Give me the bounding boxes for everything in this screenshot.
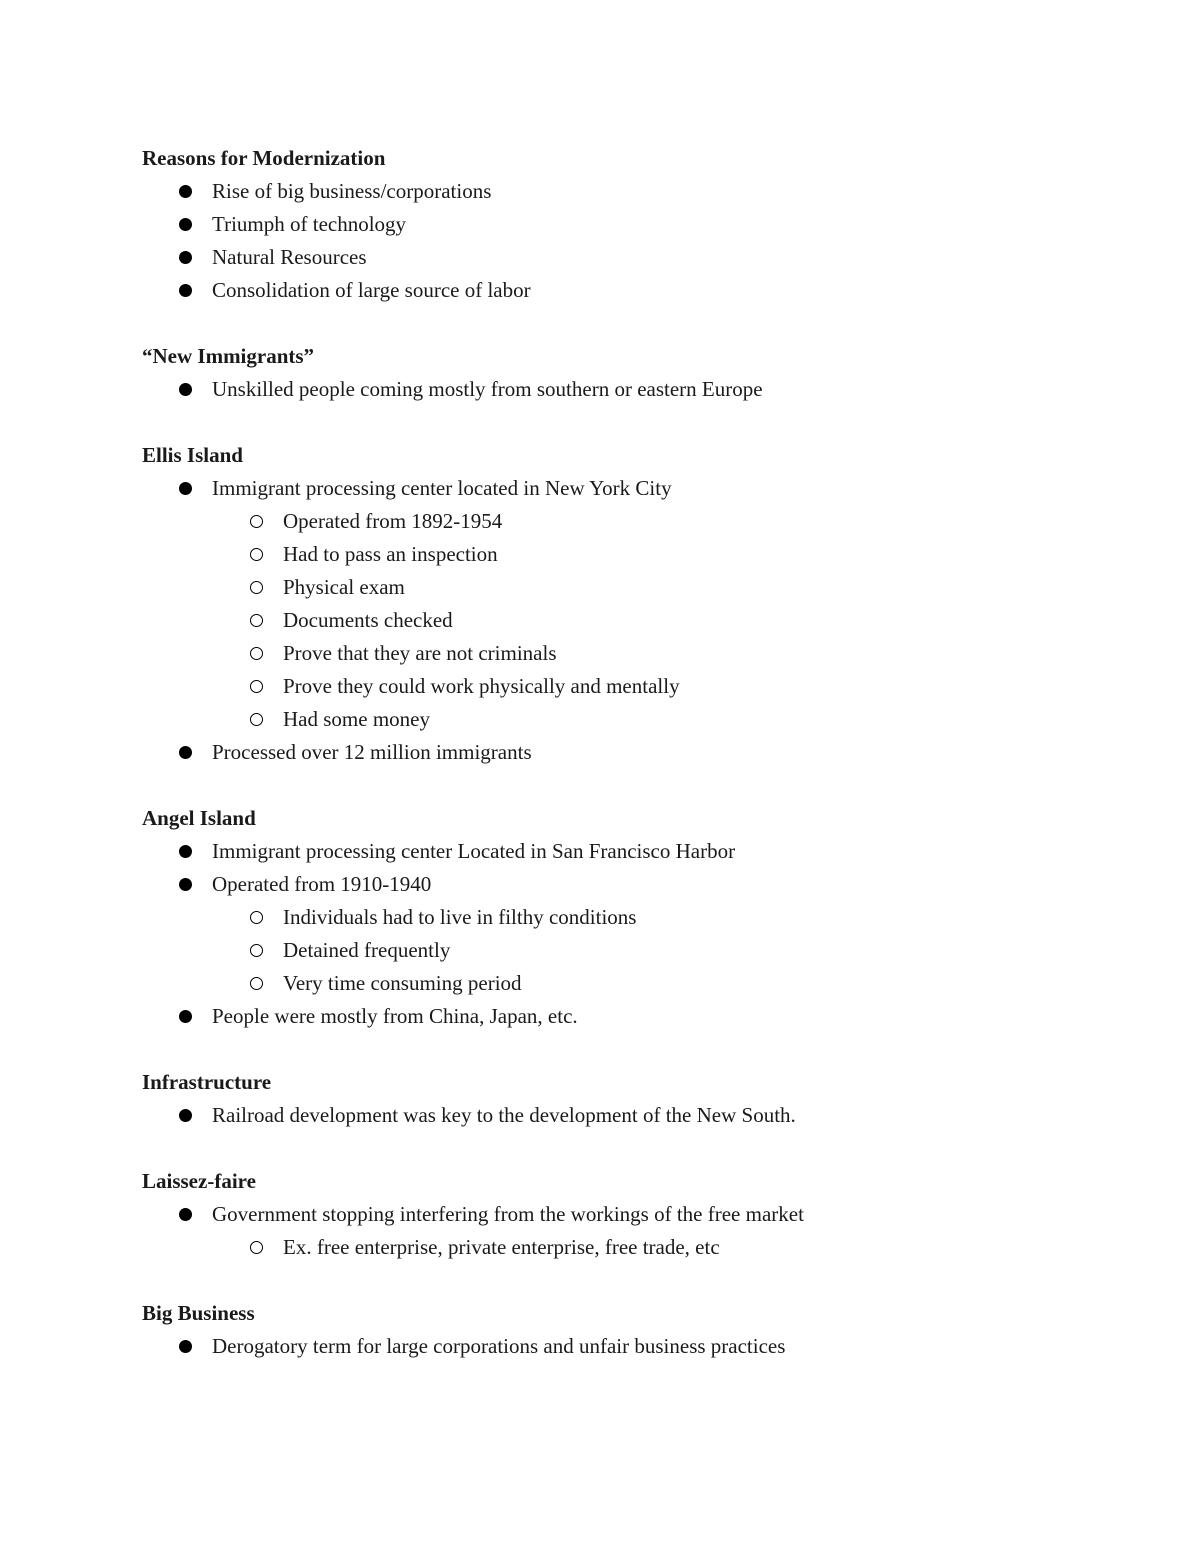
hollow-bullet-icon <box>250 713 263 726</box>
section-heading: Infrastructure <box>142 1070 272 1094</box>
list-item-text: Operated from 1910-1940 <box>212 872 432 896</box>
filled-bullet-icon <box>179 482 192 495</box>
section-ellis-island <box>142 439 1102 769</box>
list-item-text: Prove that they are not criminals <box>283 641 557 665</box>
hollow-bullet-icon <box>250 1241 263 1254</box>
hollow-bullet-icon <box>250 548 263 561</box>
section-heading: Ellis Island <box>142 443 243 467</box>
filled-bullet-icon <box>179 878 192 891</box>
hollow-bullet-icon <box>250 581 263 594</box>
filled-bullet-icon <box>179 251 192 264</box>
filled-bullet-icon <box>179 1208 192 1221</box>
filled-bullet-icon <box>179 845 192 858</box>
filled-bullet-icon <box>179 1010 192 1023</box>
sub-list-item <box>142 505 1102 538</box>
sub-list-item <box>142 703 1102 736</box>
hollow-bullet-icon <box>250 614 263 627</box>
hollow-bullet-icon <box>250 515 263 528</box>
list-item-text: Consolidation of large source of labor <box>212 278 531 302</box>
sub-list-item <box>142 604 1102 637</box>
list-item-text: Individuals had to live in filthy conditions <box>283 905 637 929</box>
list-item-text: Documents checked <box>283 608 453 632</box>
section-heading: Angel Island <box>142 806 256 830</box>
list-item-text: Very time consuming period <box>283 971 522 995</box>
list-item <box>142 1330 1102 1363</box>
list-item <box>142 835 1102 868</box>
hollow-bullet-icon <box>250 911 263 924</box>
list-item-text: People were mostly from China, Japan, etc. <box>212 1004 578 1028</box>
filled-bullet-icon <box>179 1109 192 1122</box>
filled-bullet-icon <box>179 1340 192 1353</box>
list-item-text: Government stopping interfering from the workings of the free market <box>212 1202 804 1226</box>
list-item <box>142 208 1102 241</box>
filled-bullet-icon <box>179 746 192 759</box>
list-item <box>142 472 1102 505</box>
sub-list-item <box>142 901 1102 934</box>
list-item-text: Processed over 12 million immigrants <box>212 740 532 764</box>
list-item <box>142 1000 1102 1033</box>
filled-bullet-icon <box>179 383 192 396</box>
list-item-text: Railroad development was key to the development of the New South. <box>212 1103 796 1127</box>
list-item <box>142 868 1102 901</box>
sub-list-item <box>142 670 1102 703</box>
section-new-immigrants <box>142 340 1102 406</box>
hollow-bullet-icon <box>250 680 263 693</box>
list-item-text: Immigrant processing center located in New York City <box>212 476 672 500</box>
list-item <box>142 241 1102 274</box>
section-heading: Laissez-faire <box>142 1169 256 1193</box>
sub-list-item <box>142 1231 1102 1264</box>
list-item <box>142 274 1102 307</box>
section-big-business <box>142 1297 1102 1363</box>
list-item <box>142 175 1102 208</box>
list-item-text: Had some money <box>283 707 430 731</box>
filled-bullet-icon <box>179 284 192 297</box>
section-heading: Reasons for Modernization <box>142 146 386 170</box>
sub-list-item <box>142 571 1102 604</box>
list-item <box>142 1198 1102 1231</box>
list-item-text: Physical exam <box>283 575 405 599</box>
sub-list-item <box>142 538 1102 571</box>
list-item-text: Triumph of technology <box>212 212 407 236</box>
document-body <box>142 142 1102 1396</box>
list-item <box>142 1099 1102 1132</box>
list-item-text: Natural Resources <box>212 245 367 269</box>
list-item <box>142 736 1102 769</box>
list-item-text: Operated from 1892-1954 <box>283 509 503 533</box>
list-item-text: Rise of big business/corporations <box>212 179 492 203</box>
list-item <box>142 373 1102 406</box>
filled-bullet-icon <box>179 185 192 198</box>
section-infrastructure <box>142 1066 1102 1132</box>
filled-bullet-icon <box>179 218 192 231</box>
sub-list-item <box>142 934 1102 967</box>
sub-list-item <box>142 967 1102 1000</box>
sub-list-item <box>142 637 1102 670</box>
list-item-text: Ex. free enterprise, private enterprise, free trade, etc <box>283 1235 720 1259</box>
list-item-text: Detained frequently <box>283 938 451 962</box>
list-item-text: Immigrant processing center Located in San Francisco Harbor <box>212 839 736 863</box>
hollow-bullet-icon <box>250 944 263 957</box>
section-laissez-faire <box>142 1165 1102 1264</box>
list-item-text: Prove they could work physically and mentally <box>283 674 680 698</box>
section-heading: “New Immigrants” <box>142 344 315 368</box>
hollow-bullet-icon <box>250 977 263 990</box>
list-item-text: Unskilled people coming mostly from southern or eastern Europe <box>212 377 763 401</box>
list-item-text: Had to pass an inspection <box>283 542 498 566</box>
list-item-text: Derogatory term for large corporations and unfair business practices <box>212 1334 786 1358</box>
section-reasons-for-modernization <box>142 142 1102 307</box>
section-heading: Big Business <box>142 1301 255 1325</box>
hollow-bullet-icon <box>250 647 263 660</box>
section-angel-island <box>142 802 1102 1033</box>
